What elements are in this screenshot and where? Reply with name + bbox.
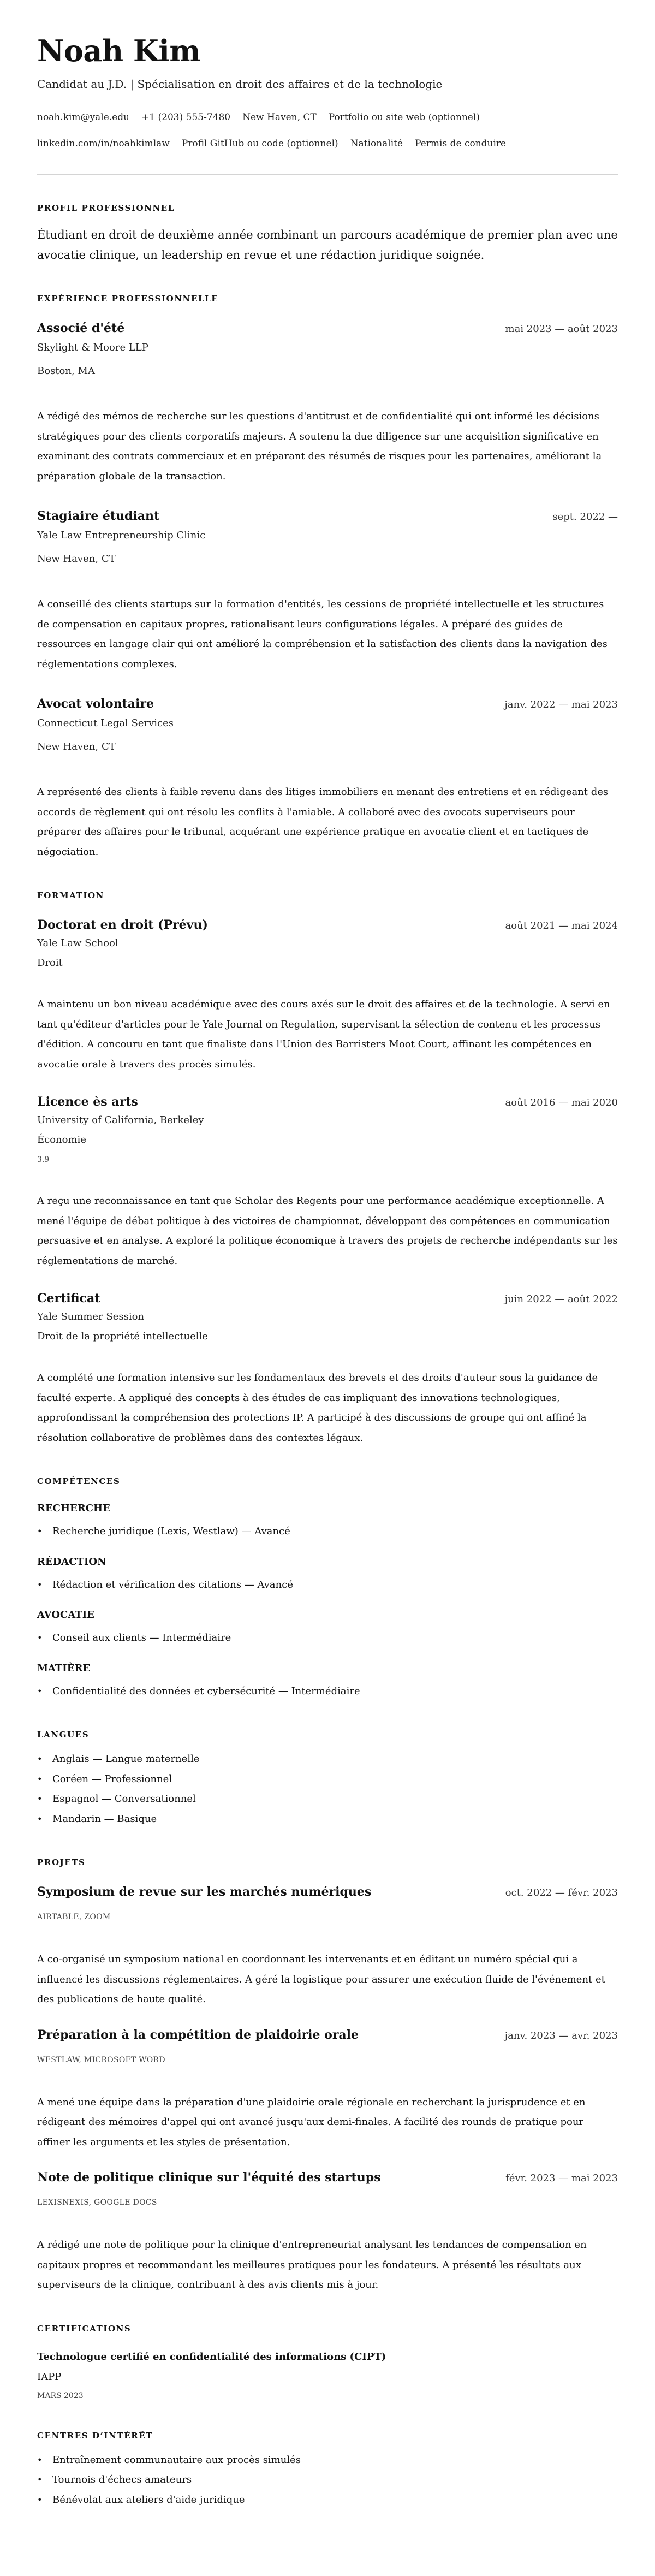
date-range: oct. 2022 — févr. 2023	[505, 1887, 618, 1898]
project-description: A co-organisé un symposium national en coordonnant les intervenants et en éditant un numéro spécial qui a influencé les discussions réglementaires. A géré la logistique pour assurer une exécution fluide de l'événement et des publications de haute qualité.	[37, 1954, 605, 2005]
certification-issuer: IAPP	[37, 2371, 62, 2383]
education-entry	[37, 917, 618, 1075]
section-title: FORMATION	[37, 891, 104, 900]
skill-group-title: RECHERCHE	[37, 1503, 110, 1514]
field-of-study: Économie	[37, 1134, 86, 1145]
school-name: Yale Law School	[37, 937, 118, 949]
job-description: A conseillé des clients startups sur la formation d'entités, les cessions de propriété intellectuelle et les structures de compensation en capitaux propres, rationalisant leurs configurations légales. A préparé des guides de ressources en langage clair qui ont amélioré la compréhension et la satisfaction des clients dans la navigation des réglementations complexes.	[37, 598, 608, 670]
field-of-study: Droit	[37, 957, 63, 969]
job-location: New Haven, CT	[37, 553, 116, 565]
education-entry	[37, 1094, 618, 1271]
date-range: janv. 2023 — avr. 2023	[504, 2029, 618, 2041]
school-name: Yale Summer Session	[37, 1311, 145, 1322]
experience-section	[37, 293, 618, 862]
company-name: Connecticut Legal Services	[37, 717, 174, 729]
school-name: University of California, Berkeley	[37, 1114, 204, 1126]
education-section	[37, 890, 618, 1448]
company-name: Yale Law Entrepreneurship Clinic	[37, 530, 206, 541]
skill-item: • Conseil aux clients — Intermédiaire	[37, 1628, 618, 1648]
resume-header	[37, 33, 618, 157]
experience-entry	[37, 508, 618, 674]
skill-item: • Confidentialité des données et cybersécurité — Intermédiaire	[37, 1682, 618, 1702]
project-entry	[37, 2027, 618, 2153]
contact-item: +1 (203) 555-7480	[141, 112, 231, 123]
contact-item: Profil GitHub ou code (optionnel)	[181, 138, 338, 149]
skill-list	[37, 1682, 618, 1702]
date-range: juin 2022 — août 2022	[504, 1293, 618, 1305]
field-of-study: Droit de la propriété intellectuelle	[37, 1331, 208, 1342]
education-description: A maintenu un bon niveau académique avec des cours axés sur le droit des affaires et de la technologie. A servi en tant qu'éditeur d'articles pour le Yale Journal on Regulation, supervisant la sélection de contenu et les processus d'édition. A concouru en tant que finaliste dans l'Union des Barristers Moot Court, affinant les compétences en avocatie orale à travers des procès simulés.	[37, 999, 610, 1070]
entry-header	[37, 508, 618, 525]
skill-item: • Rédaction et vérification des citations — Avancé	[37, 1575, 618, 1595]
language-item: • Mandarin — Basique	[37, 1809, 618, 1830]
job-title: Stagiaire étudiant	[37, 509, 160, 523]
entry-header	[37, 2170, 618, 2186]
project-entry	[37, 1884, 618, 2010]
project-entry	[37, 2170, 618, 2295]
degree-title: Doctorat en droit (Prévu)	[37, 918, 208, 932]
certifications-section	[37, 2323, 618, 2402]
company-name: Skylight & Moore LLP	[37, 342, 148, 353]
contact-item: Nationalité	[350, 138, 403, 149]
language-item: • Espagnol — Conversationnel	[37, 1789, 618, 1809]
degree-title: Licence ès arts	[37, 1095, 138, 1109]
entry-header	[37, 320, 618, 337]
date-range: mai 2023 — août 2023	[505, 323, 618, 335]
section-title: PROJETS	[37, 1857, 86, 1867]
project-tools: LEXISNEXIS, GOOGLE DOCS	[37, 2198, 157, 2207]
header-divider	[37, 174, 618, 175]
projects-section	[37, 1857, 618, 2295]
date-range: févr. 2023 — mai 2023	[505, 2173, 618, 2184]
section-title: EXPÉRIENCE PROFESSIONNELLE	[37, 294, 219, 304]
candidate-headline: Candidat au J.D. | Spécialisation en droit des affaires et de la technologie	[37, 78, 443, 91]
section-title: CENTRES D’INTÉRÊT	[37, 2430, 153, 2441]
entry-header	[37, 1884, 618, 1901]
language-item: • Coréen — Professionnel	[37, 1770, 618, 1790]
job-location: Boston, MA	[37, 365, 95, 377]
skills-section	[37, 1476, 618, 1701]
project-description: A rédigé une note de politique pour la clinique d'entrepreneuriat analysant les tendances de compensation en capitaux propres et recommandant les meilleures pratiques pour les fondateurs. A présenté les résultats aux superviseurs de la clinique, contribuant à des avis clients mis à jour.	[37, 2239, 587, 2290]
entry-header	[37, 696, 618, 713]
section-title: CERTIFICATIONS	[37, 2323, 132, 2334]
project-title: Préparation à la compétition de plaidoirie orale	[37, 2027, 359, 2042]
project-title: Note de politique clinique sur l'équité des startups	[37, 2170, 381, 2185]
skill-list	[37, 1575, 618, 1595]
entry-header	[37, 1094, 618, 1111]
entry-header	[37, 917, 618, 934]
summary-section	[37, 203, 618, 265]
entry-header	[37, 1291, 618, 1307]
contact-item: linkedin.com/in/noahkimlaw	[37, 138, 170, 149]
skill-item: • Recherche juridique (Lexis, Westlaw) — Avancé	[37, 1522, 618, 1542]
job-description: A représenté des clients à faible revenu dans des litiges immobiliers en menant des entretiens et en rédigeant des accords de règlement qui ont résolu les conflits à l'amiable. A collaboré avec des avocats superviseurs pour préparer des affaires pour le tribunal, acquérant une expérience pratique en avocatie client et en tactiques de négociation.	[37, 786, 609, 858]
language-item: • Anglais — Langue maternelle	[37, 1749, 618, 1770]
contact-info	[37, 104, 618, 157]
date-range: janv. 2022 — mai 2023	[504, 699, 618, 710]
job-title: Associé d'été	[37, 321, 125, 335]
contact-item: New Haven, CT	[242, 112, 317, 123]
contact-item: Permis de conduire	[415, 138, 507, 149]
experience-entry	[37, 320, 618, 486]
education-entry	[37, 1291, 618, 1448]
languages-section	[37, 1729, 618, 1829]
interest-item: • Entraînement communautaire aux procès simulés	[37, 2450, 618, 2471]
interest-item: • Tournois d'échecs amateurs	[37, 2470, 618, 2490]
project-tools: AIRTABLE, ZOOM	[37, 1913, 111, 1921]
interest-list	[37, 2450, 618, 2510]
project-description: A mené une équipe dans la préparation d'une plaidoirie orale régionale en recherchant la jurisprudence et en rédigeant des mémoires d'appel qui ont avancé jusqu'aux demi-finales. A facilité des rounds de pratique pour affiner les arguments et les styles de présentation.	[37, 2096, 586, 2148]
certification-name: Technologue certifié en confidentialité des informations (CIPT)	[37, 2351, 386, 2363]
candidate-name: Noah Kim	[37, 33, 201, 68]
date-range: août 2021 — mai 2024	[505, 920, 618, 931]
language-list	[37, 1749, 618, 1829]
date-range: sept. 2022 —	[552, 511, 618, 523]
project-title: Symposium de revue sur les marchés numériques	[37, 1885, 372, 1899]
job-location: New Haven, CT	[37, 741, 116, 752]
interest-item: • Bénévolat aux ateliers d'aide juridique	[37, 2490, 618, 2510]
section-title: PROFIL PROFESSIONNEL	[37, 203, 175, 213]
skill-group-title: MATIÈRE	[37, 1662, 91, 1674]
job-description: A rédigé des mémos de recherche sur les questions d'antitrust et de confidentialité qui ont informé les décisions stratégiques pour des clients corporatifs majeurs. A soutenu la due diligence sur une acquisition significative en examinant des contrats commerciaux et en préparant des résumés de risques pour les partenaires, améliorant la préparation globale de la transaction.	[37, 411, 602, 482]
section-title: LANGUES	[37, 1730, 90, 1740]
interests-section	[37, 2430, 618, 2510]
education-description: A reçu une reconnaissance en tant que Scholar des Regents pour une performance académique exceptionnelle. A mené l'équipe de débat politique à des victoires de championnat, développant des compétences en communication persuasive et en analyse. A exploré la politique économique à travers des projets de recherche indépendants sur les réglementations de marché.	[37, 1195, 618, 1267]
entry-header	[37, 2027, 618, 2044]
skill-group-title: RÉDACTION	[37, 1556, 106, 1568]
skill-list	[37, 1628, 618, 1648]
education-description: A complété une formation intensive sur les fondamentaux des brevets et des droits d'auteur sous la guidance de faculté experte. A appliqué des concepts à des études de cas impliquant des innovations technologiques, approfondissant la compréhension des protections IP. A participé à des discussions de groupe qui ont affiné la résolution collaborative de problèmes dans des contextes légaux.	[37, 1372, 598, 1444]
project-tools: WESTLAW, MICROSOFT WORD	[37, 2055, 165, 2064]
experience-entry	[37, 696, 618, 862]
certification-date: MARS 2023	[37, 2391, 84, 2400]
summary-text: Étudiant en droit de deuxième année combinant un parcours académique de premier plan avec une avocatie clinique, un leadership en revue et une rédaction juridique soignée.	[37, 228, 618, 262]
date-range: août 2016 — mai 2020	[505, 1097, 618, 1108]
job-title: Avocat volontaire	[37, 697, 154, 711]
gpa: 3.9	[37, 1155, 50, 1164]
contact-item: noah.kim@yale.edu	[37, 112, 130, 123]
contact-item: Portfolio ou site web (optionnel)	[328, 112, 480, 123]
section-title: COMPÉTENCES	[37, 1476, 121, 1486]
skill-group-title: AVOCATIE	[37, 1609, 94, 1621]
skill-list	[37, 1522, 618, 1542]
degree-title: Certificat	[37, 1291, 100, 1305]
